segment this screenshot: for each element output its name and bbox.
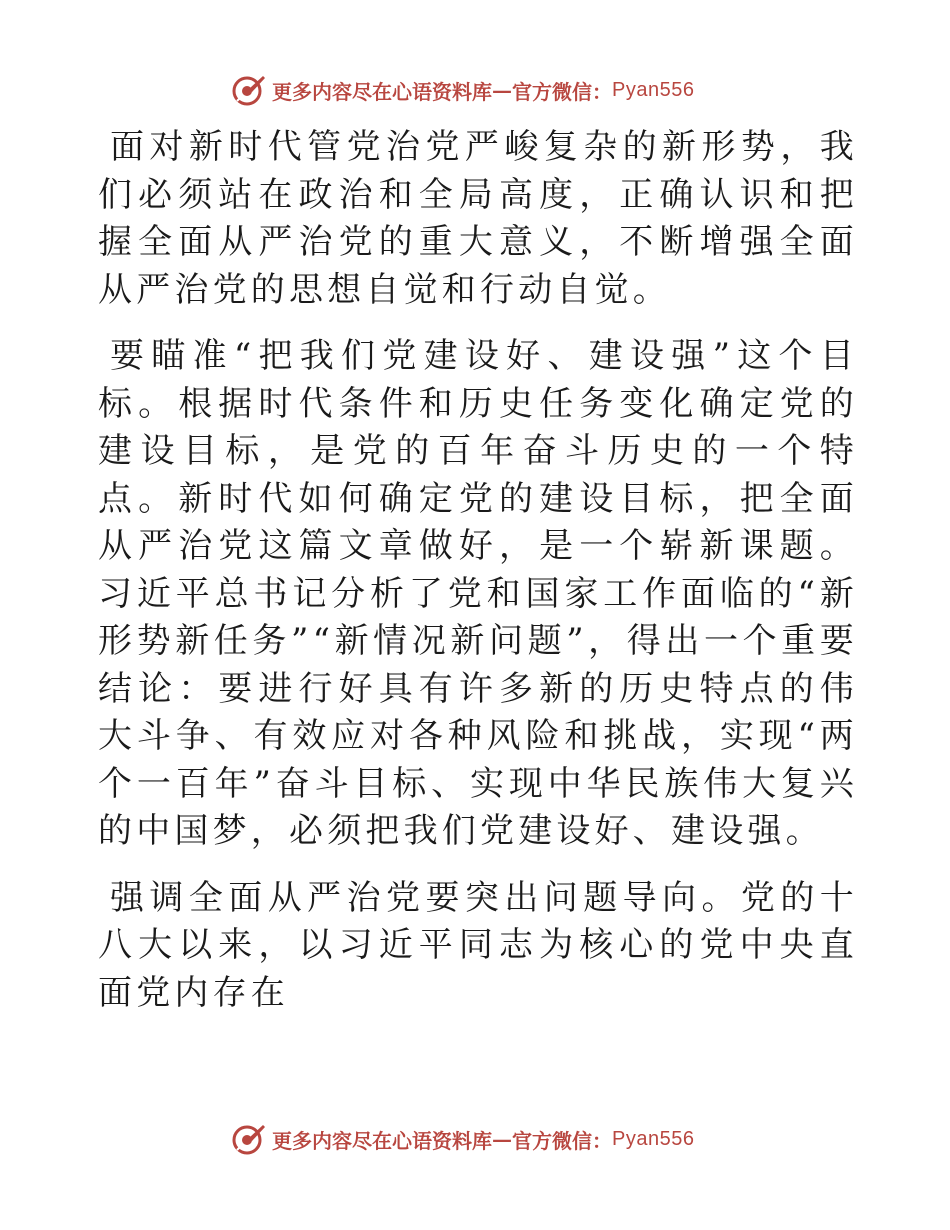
banner-wechat-label: 官方微信： <box>512 79 612 104</box>
footer-banner <box>232 1121 732 1157</box>
banner-wechat-id: Pyan556 <box>612 78 695 101</box>
logo-icon <box>232 1122 266 1156</box>
banner-main-text: 更多内容尽在心语资料库 <box>272 79 492 104</box>
banner-dash: — <box>492 1127 512 1151</box>
logo-icon <box>232 73 266 107</box>
paragraph-1: 面对新时代管党治党严峻复杂的新形势，我们必须站在政治和全局高度，正确认识和把握全面从严治党的重大意义，不断增强全面从严治党的思想自觉和行动自觉。 <box>98 127 858 310</box>
banner-wechat-label: 官方微信： <box>512 1128 612 1153</box>
header-banner <box>232 72 732 108</box>
document-body <box>98 124 858 1017</box>
banner-wechat-id: Pyan556 <box>612 1127 695 1150</box>
banner-main-text: 更多内容尽在心语资料库 <box>272 1128 492 1153</box>
banner-dash: — <box>492 78 512 102</box>
paragraph-2: 要瞄准“把我们党建设好、建设强”这个目标。根据时代条件和历史任务变化确定党的建设目标，是党的百年奋斗历史的一个特点。新时代如何确定党的建设目标，把全面从严治党这篇文章做好，是一个崭新课题。习近平总书记分析了党和国家工作面临的“新形势新任务”“新情况新问题”，得出一个重要结论：要进行好具有许多新的历史特点的伟大斗争、有效应对各种风险和挑战，实现“两个一百年”奋斗目标、实现中华民族伟大复兴的中国梦，必须把我们党建设好、建设强。 <box>98 336 858 851</box>
paragraph-3: 强调全面从严治党要突出问题导向。党的十八大以来，以习近平同志为核心的党中央直面党内存在 <box>98 877 858 1013</box>
